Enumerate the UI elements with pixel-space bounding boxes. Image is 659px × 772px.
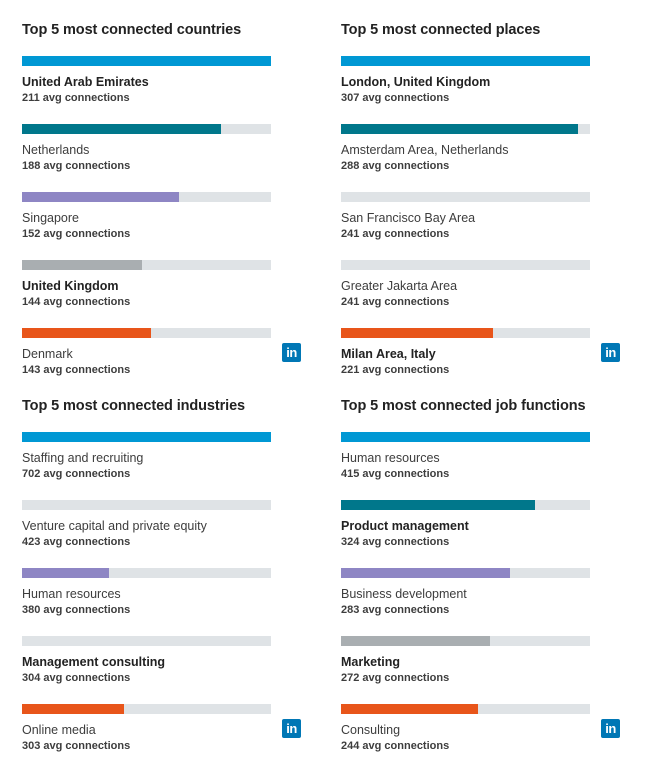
bar-item — [341, 568, 636, 636]
bar-fill — [341, 56, 590, 66]
panel-countries — [22, 14, 317, 376]
bar-fill — [341, 636, 490, 646]
bar-value: 283 avg connections — [341, 604, 450, 616]
bar-item — [22, 260, 317, 328]
bar-item — [22, 56, 317, 124]
bar-track — [22, 568, 271, 578]
bar-fill — [22, 192, 179, 202]
bar-list — [22, 56, 317, 396]
bar-item — [341, 636, 636, 704]
bar-value: 152 avg connections — [22, 228, 131, 240]
bar-item — [22, 432, 317, 500]
linkedin-logo-icon: in — [282, 343, 301, 362]
bar-value: 415 avg connections — [341, 468, 450, 480]
bar-fill — [22, 704, 124, 714]
bar-track — [341, 192, 590, 202]
bar-label: Human resources — [22, 587, 121, 601]
bar-fill — [341, 704, 478, 714]
bar-value: 143 avg connections — [22, 364, 131, 376]
bar-label: London, United Kingdom — [341, 75, 491, 89]
bar-label: Greater Jakarta Area — [341, 279, 458, 293]
bar-item — [341, 432, 636, 500]
bar-track — [22, 500, 271, 510]
bar-item — [22, 328, 317, 396]
panel-title: Top 5 most connected job functions — [341, 398, 586, 414]
bar-value: 304 avg connections — [22, 672, 131, 684]
bar-label: Milan Area, Italy — [341, 347, 436, 361]
bar-track — [341, 636, 590, 646]
bar-value: 380 avg connections — [22, 604, 131, 616]
bar-track — [22, 328, 271, 338]
bar-value: 272 avg connections — [341, 672, 450, 684]
panel-title: Top 5 most connected countries — [22, 22, 242, 38]
bar-value: 303 avg connections — [22, 740, 131, 752]
bar-fill — [341, 124, 578, 134]
bar-value: 423 avg connections — [22, 536, 131, 548]
bar-fill — [22, 124, 221, 134]
bar-label: Netherlands — [22, 143, 90, 157]
bar-label: Management consulting — [22, 655, 166, 669]
bar-item — [22, 192, 317, 260]
bar-track — [341, 704, 590, 714]
linkedin-logo-icon: in — [601, 719, 620, 738]
bar-label: Product management — [341, 519, 469, 533]
bar-value: 288 avg connections — [341, 160, 450, 172]
bar-item — [341, 704, 636, 772]
bar-fill — [341, 568, 510, 578]
bar-value: 241 avg connections — [341, 228, 450, 240]
bar-item — [22, 124, 317, 192]
bar-item — [22, 568, 317, 636]
bar-track — [341, 568, 590, 578]
bar-item — [341, 192, 636, 260]
bar-value: 211 avg connections — [22, 92, 130, 104]
bar-value: 241 avg connections — [341, 296, 450, 308]
panel-title: Top 5 most connected industries — [22, 398, 246, 414]
panel-job-functions — [341, 390, 636, 752]
bar-track — [341, 500, 590, 510]
bar-label: Denmark — [22, 347, 73, 361]
bar-track — [22, 432, 271, 442]
bar-value: 244 avg connections — [341, 740, 450, 752]
bar-item — [22, 636, 317, 704]
bar-track — [22, 704, 271, 714]
bar-list — [22, 432, 317, 772]
bar-label: San Francisco Bay Area — [341, 211, 476, 225]
bar-track — [341, 124, 590, 134]
panel-places — [341, 14, 636, 376]
bar-value: 307 avg connections — [341, 92, 450, 104]
bar-fill — [22, 328, 151, 338]
bar-label: Amsterdam Area, Netherlands — [341, 143, 509, 157]
bar-track — [341, 260, 590, 270]
bar-item — [341, 260, 636, 328]
bar-list — [341, 56, 636, 396]
linkedin-logo-icon: in — [601, 343, 620, 362]
bar-fill — [341, 432, 590, 442]
bar-value: 324 avg connections — [341, 536, 450, 548]
bar-list — [341, 432, 636, 772]
panel-industries — [22, 390, 317, 752]
bar-value: 221 avg connections — [341, 364, 450, 376]
bar-label: Venture capital and private equity — [22, 519, 207, 533]
bar-item — [341, 328, 636, 396]
bar-track — [22, 260, 271, 270]
bar-fill — [341, 500, 535, 510]
bar-track — [341, 56, 590, 66]
bar-label: Human resources — [341, 451, 440, 465]
bar-fill — [341, 328, 493, 338]
bar-track — [22, 192, 271, 202]
bar-item — [22, 704, 317, 772]
bar-label: United Kingdom — [22, 279, 119, 293]
bar-label: Staffing and recruiting — [22, 451, 144, 465]
bar-label: Consulting — [341, 723, 401, 737]
bar-value: 144 avg connections — [22, 296, 131, 308]
bar-label: Singapore — [22, 211, 79, 225]
bar-value: 702 avg connections — [22, 468, 131, 480]
panel-title: Top 5 most connected places — [341, 22, 541, 38]
bar-track — [22, 124, 271, 134]
bar-value: 188 avg connections — [22, 160, 131, 172]
bar-track — [22, 636, 271, 646]
bar-fill — [22, 260, 142, 270]
bar-track — [341, 432, 590, 442]
bar-item — [341, 56, 636, 124]
bar-label: Business development — [341, 587, 467, 601]
bar-label: United Arab Emirates — [22, 75, 149, 89]
bar-item — [22, 500, 317, 568]
linkedin-logo-icon: in — [282, 719, 301, 738]
bar-fill — [22, 56, 271, 66]
bar-fill — [22, 568, 109, 578]
bar-label: Marketing — [341, 655, 401, 669]
bar-track — [22, 56, 271, 66]
bar-item — [341, 500, 636, 568]
bar-fill — [22, 432, 271, 442]
bar-item — [341, 124, 636, 192]
bar-track — [341, 328, 590, 338]
bar-label: Online media — [22, 723, 96, 737]
